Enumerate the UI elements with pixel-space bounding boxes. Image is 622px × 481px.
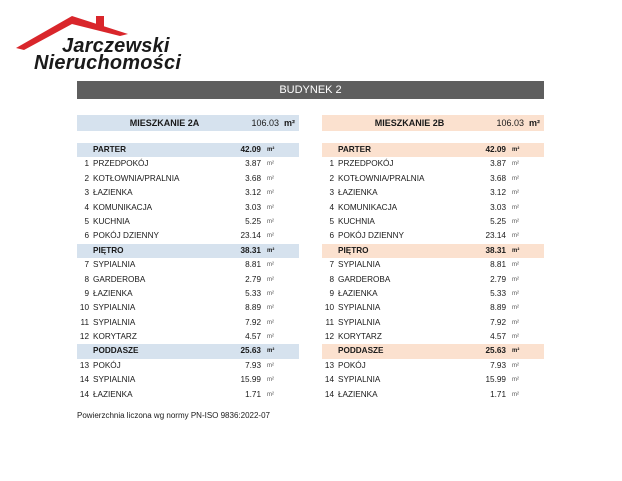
area-unit: m² <box>267 147 275 153</box>
area-unit: m² <box>512 377 519 384</box>
room-row <box>77 157 299 171</box>
room-row <box>322 172 544 186</box>
room-name: ŁAZIENKA <box>338 389 378 399</box>
room-name: KOTŁOWNIA/PRALNIA <box>338 173 425 183</box>
room-number: 14 <box>324 375 334 385</box>
room-area: 5.25 <box>245 216 261 226</box>
room-area: 8.89 <box>490 303 506 313</box>
room-row <box>322 373 544 387</box>
room-name: SYPIALNIA <box>338 375 381 385</box>
area-unit: m² <box>512 290 519 297</box>
room-number: 7 <box>84 260 89 270</box>
floor-name: PARTER <box>338 145 372 154</box>
area-unit: m² <box>267 161 274 168</box>
room-area: 7.92 <box>245 317 261 327</box>
room-area: 3.68 <box>490 173 506 183</box>
floor-name: PARTER <box>93 145 127 154</box>
floor-name: PODDASZE <box>338 346 384 356</box>
room-row <box>77 359 299 373</box>
room-name: SYPIALNIA <box>338 303 381 313</box>
room-area: 8.89 <box>245 303 261 313</box>
room-row <box>77 201 299 215</box>
room-row <box>322 316 544 330</box>
room-name: ŁAZIENKA <box>93 188 133 198</box>
room-area: 23.14 <box>485 231 506 241</box>
brand-name-line1: Jarczewski <box>62 35 170 57</box>
room-number: 6 <box>84 231 89 241</box>
room-area: 3.87 <box>490 159 506 169</box>
room-row <box>77 258 299 272</box>
room-row <box>322 359 544 373</box>
room-row <box>322 157 544 171</box>
floor-section-row <box>77 143 299 157</box>
room-number: 2 <box>84 173 89 183</box>
room-area: 4.57 <box>490 332 506 342</box>
unit-name: MIESZKANIE 2A <box>129 118 200 128</box>
room-row <box>322 287 544 301</box>
room-row <box>322 301 544 315</box>
area-unit: m² <box>512 233 519 240</box>
area-unit: m² <box>267 290 274 297</box>
room-name: GARDEROBA <box>93 274 146 284</box>
room-number: 1 <box>329 159 334 169</box>
room-area: 3.12 <box>245 188 261 198</box>
room-name: SYPIALNIA <box>93 375 136 385</box>
room-area: 3.68 <box>245 173 261 183</box>
room-name: ŁAZIENKA <box>338 288 378 298</box>
room-row <box>322 186 544 200</box>
area-unit: m² <box>512 247 520 254</box>
room-number: 6 <box>329 231 334 241</box>
room-area: 3.87 <box>245 159 261 169</box>
room-number: 13 <box>79 360 89 370</box>
room-name: PRZEDPOKÓJ <box>93 159 149 169</box>
area-unit: m² <box>267 233 274 240</box>
area-unit: m² <box>512 319 519 326</box>
unit-total-area: 106.03 m² <box>496 118 540 128</box>
room-area: 7.93 <box>245 360 261 370</box>
floor-section-row <box>322 344 544 358</box>
area-unit: m² <box>267 319 274 326</box>
room-row <box>77 373 299 387</box>
company-logo <box>16 14 206 74</box>
floor-section-row <box>77 344 299 358</box>
room-row <box>77 301 299 315</box>
room-name: POKÓJ <box>338 360 366 370</box>
area-unit: m² <box>512 262 519 269</box>
unit-total-area: 106.03 m² <box>251 118 295 128</box>
area-unit: m² <box>267 218 274 225</box>
floor-name: PIĘTRO <box>93 245 124 255</box>
unit-header <box>77 115 299 131</box>
floor-area: 25.63 <box>485 346 506 356</box>
room-row <box>77 316 299 330</box>
room-name: GARDEROBA <box>338 274 391 284</box>
room-area: 3.03 <box>245 202 261 212</box>
floor-area: 25.63 <box>240 346 261 356</box>
room-row <box>322 330 544 344</box>
area-unit: m² <box>512 204 519 211</box>
room-name: SYPIALNIA <box>93 260 136 270</box>
room-number: 10 <box>79 303 89 313</box>
room-number: 8 <box>329 274 334 284</box>
room-row <box>322 215 544 229</box>
area-unit: m² <box>512 276 519 283</box>
area-unit: m² <box>512 348 520 355</box>
area-unit: m² <box>267 204 274 211</box>
room-number: 10 <box>324 303 334 313</box>
room-area: 5.33 <box>490 288 506 298</box>
room-row <box>322 258 544 272</box>
room-area: 8.81 <box>245 260 261 270</box>
room-area: 23.14 <box>240 231 261 241</box>
floor-name: PIĘTRO <box>338 245 369 255</box>
room-number: 14 <box>79 375 89 385</box>
room-area: 1.71 <box>490 389 506 399</box>
room-area: 5.33 <box>245 288 261 298</box>
room-area: 7.93 <box>490 360 506 370</box>
area-unit: m² <box>512 362 519 369</box>
room-row <box>322 229 544 243</box>
room-name: KORYTARZ <box>93 332 137 342</box>
floor-name: PODDASZE <box>93 346 139 356</box>
room-area: 4.57 <box>245 332 261 342</box>
room-number: 12 <box>324 332 334 342</box>
room-name: ŁAZIENKA <box>338 188 378 198</box>
area-unit: m² <box>267 362 274 369</box>
room-number: 12 <box>79 332 89 342</box>
area-unit: m² <box>267 305 274 312</box>
room-area: 8.81 <box>490 260 506 270</box>
area-unit: m² <box>512 218 519 225</box>
area-unit: m² <box>512 147 520 153</box>
room-row <box>322 201 544 215</box>
floor-area: 38.31 <box>240 245 261 255</box>
room-area: 15.99 <box>240 375 261 385</box>
room-name: POKÓJ DZIENNY <box>93 231 159 241</box>
room-name: PRZEDPOKÓJ <box>338 159 394 169</box>
room-number: 5 <box>329 216 334 226</box>
room-row <box>77 330 299 344</box>
room-number: 3 <box>84 188 89 198</box>
room-number: 9 <box>84 288 89 298</box>
room-row <box>322 388 544 402</box>
room-row <box>77 215 299 229</box>
room-number: 8 <box>84 274 89 284</box>
area-unit: m² <box>512 190 519 197</box>
room-number: 1 <box>84 159 89 169</box>
area-unit: m² <box>267 377 274 384</box>
room-name: ŁAZIENKA <box>93 389 133 399</box>
floor-area: 38.31 <box>485 245 506 255</box>
area-unit: m² <box>267 348 275 355</box>
room-name: KORYTARZ <box>338 332 382 342</box>
room-number: 3 <box>329 188 334 198</box>
room-row <box>322 273 544 287</box>
area-unit: m² <box>267 262 274 269</box>
room-name: POKÓJ DZIENNY <box>338 231 404 241</box>
room-area: 1.71 <box>245 389 261 399</box>
floor-section-row <box>77 244 299 258</box>
room-number: 14 <box>324 389 334 399</box>
room-area: 15.99 <box>485 375 506 385</box>
area-unit: m² <box>512 175 519 182</box>
room-name: SYPIALNIA <box>93 303 136 313</box>
room-row <box>77 287 299 301</box>
room-number: 9 <box>329 288 334 298</box>
area-norm-footnote: Powierzchnia liczona wg normy PN-ISO 9836:2022-07 <box>77 411 270 420</box>
room-row <box>77 388 299 402</box>
room-name: KUCHNIA <box>338 216 375 226</box>
room-area: 2.79 <box>245 274 261 284</box>
area-unit: m² <box>267 190 274 197</box>
building-title: BUDYNEK 2 <box>77 81 544 99</box>
room-list <box>322 143 544 402</box>
room-area: 2.79 <box>490 274 506 284</box>
room-row <box>77 186 299 200</box>
room-number: 5 <box>84 216 89 226</box>
area-unit: m² <box>267 391 274 398</box>
unit-header <box>322 115 544 131</box>
room-number: 2 <box>329 173 334 183</box>
room-number: 11 <box>80 317 89 327</box>
unit-name: MIESZKANIE 2B <box>374 118 445 128</box>
room-number: 7 <box>329 260 334 270</box>
floor-area: 42.09 <box>485 145 506 154</box>
room-name: SYPIALNIA <box>338 260 381 270</box>
room-row <box>77 172 299 186</box>
room-area: 7.92 <box>490 317 506 327</box>
room-number: 13 <box>324 360 334 370</box>
room-area: 3.12 <box>490 188 506 198</box>
area-unit: m² <box>512 305 519 312</box>
room-area: 5.25 <box>490 216 506 226</box>
room-list <box>77 143 299 402</box>
room-name: KOMUNIKACJA <box>93 202 153 212</box>
room-number: 4 <box>329 202 334 212</box>
room-number: 11 <box>325 317 334 327</box>
area-unit: m² <box>267 334 274 341</box>
floor-area: 42.09 <box>240 145 261 154</box>
room-row <box>77 273 299 287</box>
room-area: 3.03 <box>490 202 506 212</box>
room-number: 14 <box>79 389 89 399</box>
room-name: ŁAZIENKA <box>93 288 133 298</box>
area-unit: m² <box>512 334 519 341</box>
floor-section-row <box>322 143 544 157</box>
room-name: SYPIALNIA <box>93 317 136 327</box>
unit-table-2b <box>322 115 544 402</box>
room-name: POKÓJ <box>93 360 121 370</box>
area-unit: m² <box>512 391 519 398</box>
room-number: 4 <box>84 202 89 212</box>
floor-section-row <box>322 244 544 258</box>
area-unit: m² <box>267 276 274 283</box>
room-name: KOMUNIKACJA <box>338 202 398 212</box>
area-unit: m² <box>267 247 275 254</box>
room-row <box>77 229 299 243</box>
area-unit: m² <box>267 175 274 182</box>
unit-table-2a <box>77 115 299 402</box>
area-unit: m² <box>512 161 519 168</box>
room-name: SYPIALNIA <box>338 317 381 327</box>
brand-name-line2: Nieruchomości <box>34 52 182 74</box>
room-name: KUCHNIA <box>93 216 130 226</box>
room-name: KOTŁOWNIA/PRALNIA <box>93 173 180 183</box>
